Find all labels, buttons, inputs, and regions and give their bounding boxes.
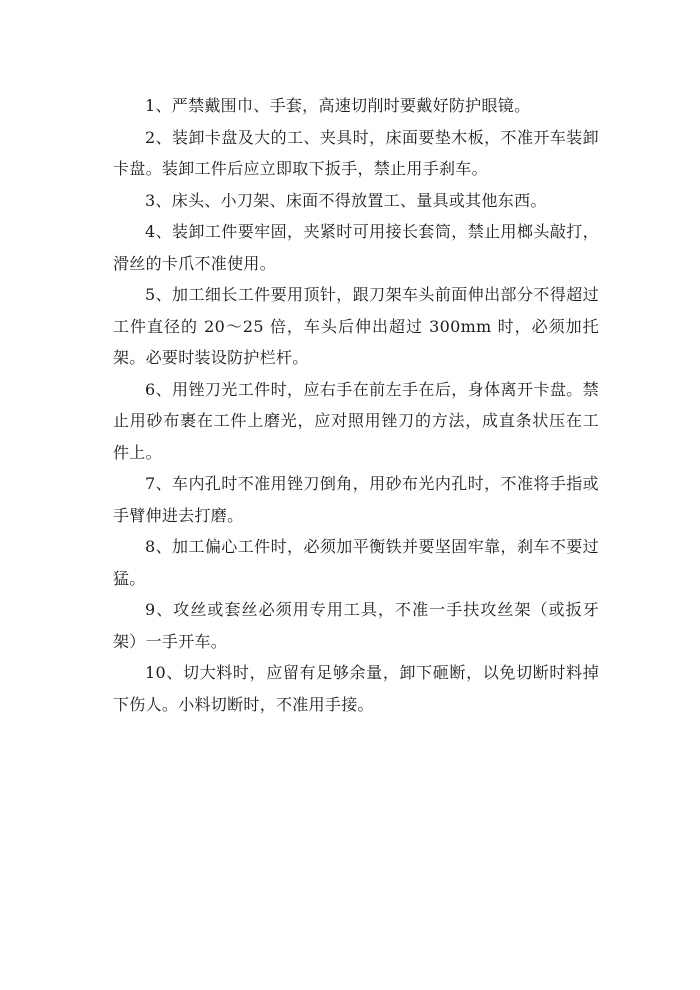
rule-item-4: 4、装卸工件要牢固，夹紧时可用接长套筒，禁止用榔头敲打，滑丝的卡爪不准使用。 <box>113 222 599 273</box>
rule-item-8: 8、加工偏心工件时，必须加平衡铁并要坚固牢靠，刹车不要过猛。 <box>113 537 599 588</box>
rule-item-3: 3、床头、小刀架、床面不得放置工、量具或其他东西。 <box>145 190 547 210</box>
rule-item-2: 2、装卸卡盘及大的工、夹具时，床面要垫木板，不准开车装卸卡盘。装卸工件后应立即取下扳手，禁止用手刹车。 <box>113 127 599 178</box>
rule-item-6: 6、用锉刀光工件时，应右手在前左手在后，身体离开卡盘。禁止用砂布裹在工件上磨光，应对照用锉刀的方法，成直条状压在工件上。 <box>113 379 599 462</box>
rule-item-5: 5、加工细长工件要用顶针，跟刀架车头前面伸出部分不得超过工件直径的 20～25 倍，车头后伸出超过 300mm 时，必须加托架。必要时装设防护栏杆。 <box>113 285 599 367</box>
safety-rules-list <box>113 90 599 720</box>
rule-item-1: 1、严禁戴围巾、手套，高速切削时要戴好防护眼镜。 <box>145 96 531 115</box>
rule-item-7: 7、车内孔时不准用锉刀倒角，用砂布光内孔时，不准将手指或手臂伸进去打磨。 <box>113 474 599 525</box>
rule-item-10: 10、切大料时，应留有足够余量，卸下砸断，以免切断时料掉下伤人。小料切断时，不准用手接。 <box>113 663 599 714</box>
rule-item-9: 9、攻丝或套丝必须用专用工具，不准一手扶攻丝架（或扳牙架）一手开车。 <box>113 600 599 651</box>
